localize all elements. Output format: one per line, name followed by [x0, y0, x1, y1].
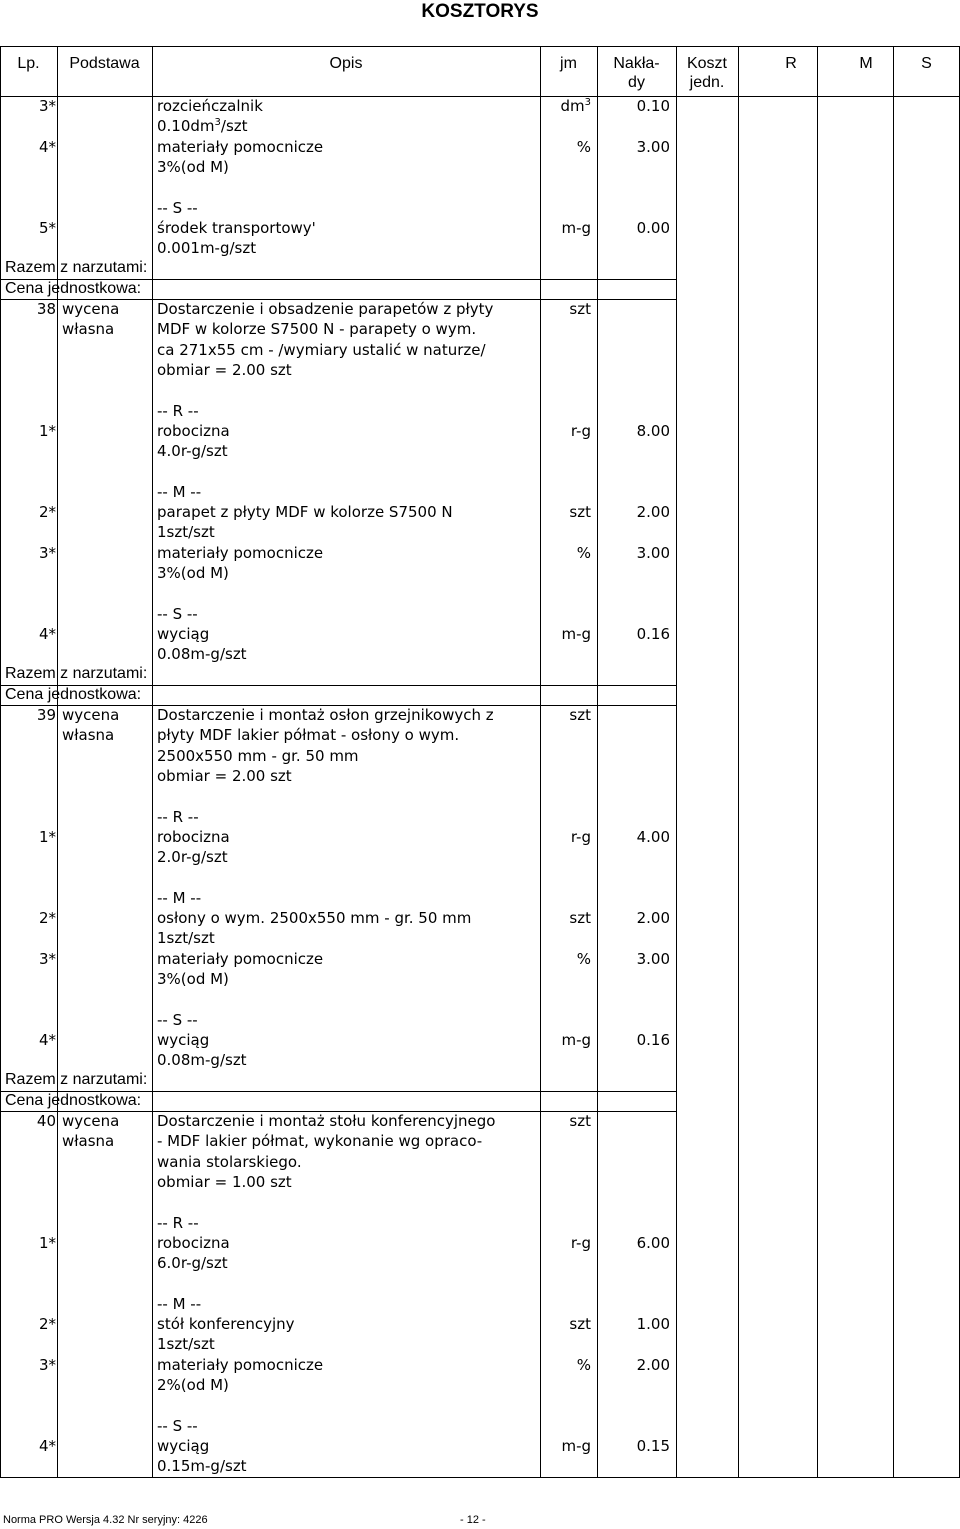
header-koszt — [676, 54, 738, 92]
row-opis: środek transportowy' — [157, 218, 316, 237]
row-quantity: 0.00 — [636, 218, 670, 237]
row-summary: Cena jednostkowa: — [5, 279, 142, 297]
row-opis: Dostarczenie i montaż stołu konferencyjnego — [157, 1112, 496, 1130]
row-opis: 2.0r-g/szt — [157, 848, 228, 867]
table-row — [0, 279, 960, 299]
row-quantity: 0.15 — [636, 1436, 670, 1455]
row-lp: 5* — [38, 218, 56, 237]
row-opis: 2500x550 mm - gr. 50 mm — [157, 746, 359, 765]
table-row — [0, 847, 960, 867]
row-opis: 4.0r-g/szt — [157, 442, 228, 461]
row-podstawa: wycena — [62, 1112, 120, 1130]
table-row — [0, 664, 960, 684]
row-lp: 39 — [36, 706, 56, 724]
row-opis: -- R -- — [157, 807, 199, 826]
row-opis: obmiar = 1.00 szt — [157, 1172, 292, 1191]
table-row — [0, 1111, 960, 1131]
table-row — [0, 644, 960, 664]
table-row — [0, 198, 960, 218]
table-row — [0, 969, 960, 989]
row-lp: 4* — [38, 1436, 56, 1455]
row-opis: 3%(od M) — [157, 563, 229, 582]
row-unit: r-g — [570, 827, 591, 846]
table-row — [0, 807, 960, 827]
row-opis: ca 271x55 cm - /wymiary ustalić w naturze/ — [157, 340, 486, 359]
row-opis: materiały pomocnicze — [157, 137, 324, 156]
table-row — [0, 949, 960, 969]
table-header — [0, 47, 960, 97]
table-bottom-border — [0, 1477, 960, 1478]
row-opis: - MDF lakier półmat, wykonanie wg opraco- — [157, 1132, 483, 1151]
row-unit: szt — [569, 300, 591, 318]
summary-row-line — [0, 299, 676, 300]
row-opis: -- S -- — [157, 1010, 198, 1029]
table-row — [0, 340, 960, 360]
table-row — [0, 746, 960, 766]
row-unit: szt — [569, 503, 591, 521]
row-unit: r-g — [570, 421, 591, 440]
table-row — [0, 116, 960, 136]
table-row — [0, 96, 960, 116]
row-unit: m-g — [561, 218, 591, 237]
table-row — [0, 522, 960, 542]
table-row — [0, 989, 960, 1009]
table-row — [0, 1334, 960, 1354]
row-lp: 3* — [38, 97, 56, 115]
table-row — [0, 705, 960, 725]
row-opis: 1szt/szt — [157, 523, 215, 542]
header-naklady — [597, 54, 676, 92]
row-opis: 0.08m-g/szt — [157, 645, 247, 664]
row-opis: 0.15m-g/szt — [157, 1457, 247, 1476]
row-lp: 2* — [38, 1315, 56, 1333]
header-naklady-line1: Nakła- — [613, 55, 660, 72]
row-opis: MDF w kolorze S7500 N - parapety o wym. — [157, 320, 477, 339]
row-opis: 1szt/szt — [157, 1335, 215, 1354]
header-podstawa: Podstawa — [69, 55, 140, 72]
row-lp: 4* — [38, 1030, 56, 1049]
row-opis: 3%(od M) — [157, 969, 229, 988]
row-opis: robocizna — [157, 1233, 230, 1252]
table-row — [0, 1314, 960, 1334]
table-row — [0, 766, 960, 786]
table-row — [0, 786, 960, 806]
row-summary: Razem z narzutami: — [5, 665, 148, 683]
row-podstawa: własna — [62, 320, 115, 339]
row-opis: rozcieńczalnik — [157, 97, 263, 115]
row-opis: osłony o wym. 2500x550 mm - gr. 50 mm — [157, 909, 472, 927]
row-quantity: 3.00 — [636, 543, 670, 562]
table-row — [0, 867, 960, 887]
row-quantity: 2.00 — [636, 1355, 670, 1374]
row-lp: 3* — [38, 1355, 56, 1374]
row-summary: Razem z narzutami: — [5, 1071, 148, 1089]
row-unit: m-g — [561, 624, 591, 643]
footer-page-number: - 12 - — [460, 1514, 486, 1526]
row-lp: 40 — [36, 1112, 56, 1130]
row-opis: 1szt/szt — [157, 929, 215, 948]
row-opis: obmiar = 2.00 szt — [157, 766, 292, 785]
header-opis: Opis — [329, 55, 363, 72]
row-opis: stół konferencyjny — [157, 1315, 295, 1333]
row-unit: szt — [569, 706, 591, 724]
table-row — [0, 604, 960, 624]
table-row — [0, 827, 960, 847]
row-quantity: 3.00 — [636, 949, 670, 968]
row-quantity: 2.00 — [636, 909, 670, 927]
row-summary: Cena jednostkowa: — [5, 685, 142, 703]
row-podstawa: własna — [62, 1132, 115, 1151]
table-row — [0, 380, 960, 400]
table-row — [0, 1416, 960, 1436]
row-unit: % — [576, 949, 591, 968]
row-opis: 2%(od M) — [157, 1375, 229, 1394]
table-row — [0, 725, 960, 745]
table-row — [0, 1070, 960, 1090]
table-row — [0, 401, 960, 421]
table-row — [0, 258, 960, 278]
table-row — [0, 543, 960, 563]
row-opis: Dostarczenie i montaż osłon grzejnikowych z — [157, 706, 494, 724]
header-koszt-line1: Koszt — [686, 55, 727, 72]
summary-row-line — [0, 685, 676, 686]
table-row — [0, 563, 960, 583]
table-row — [0, 238, 960, 258]
table-row — [0, 1273, 960, 1293]
row-opis: materiały pomocnicze — [157, 949, 324, 968]
table-row — [0, 1294, 960, 1314]
row-unit: szt — [569, 909, 591, 927]
row-opis: -- M -- — [157, 482, 202, 501]
row-opis: wyciąg — [157, 1030, 210, 1049]
document-title: KOSZTORYS — [421, 1, 539, 22]
table-row — [0, 137, 960, 157]
row-opis: -- R -- — [157, 401, 199, 420]
row-opis: robocizna — [157, 827, 230, 846]
table-row — [0, 1050, 960, 1070]
row-lp: 1* — [38, 421, 56, 440]
row-lp: 3* — [38, 543, 56, 562]
footer-software: Norma PRO Wersja 4.32 Nr seryjny: 4226 — [3, 1514, 208, 1526]
row-opis: -- S -- — [157, 604, 198, 623]
header-s: S — [921, 55, 932, 72]
row-summary: Razem z narzutami: — [5, 259, 148, 277]
table-row — [0, 1456, 960, 1476]
row-opis: płyty MDF lakier półmat - osłony o wym. — [157, 726, 460, 745]
row-opis: 3%(od M) — [157, 157, 229, 176]
row-podstawa: wycena — [62, 300, 120, 318]
row-opis: 6.0r-g/szt — [157, 1254, 228, 1273]
table-row — [0, 1172, 960, 1192]
row-lp: 1* — [38, 827, 56, 846]
row-quantity: 2.00 — [636, 503, 670, 521]
table-row — [0, 1253, 960, 1273]
row-opis: wyciąg — [157, 1436, 210, 1455]
row-opis: -- S -- — [157, 198, 198, 217]
summary-row-line — [0, 1091, 676, 1092]
table-row — [0, 360, 960, 380]
table-row — [0, 1091, 960, 1111]
row-quantity: 6.00 — [636, 1233, 670, 1252]
table-row — [0, 928, 960, 948]
table-row — [0, 1233, 960, 1253]
row-opis: materiały pomocnicze — [157, 1355, 324, 1374]
row-quantity: 0.16 — [636, 624, 670, 643]
table-row — [0, 1213, 960, 1233]
table-row — [0, 218, 960, 238]
row-opis: 0.001m-g/szt — [157, 239, 257, 258]
table-row — [0, 157, 960, 177]
header-naklady-line2: dy — [628, 74, 645, 91]
row-summary: Cena jednostkowa: — [5, 1091, 142, 1109]
row-lp: 2* — [38, 909, 56, 927]
row-opis: parapet z płyty MDF w kolorze S7500 N — [157, 503, 453, 521]
table-row — [0, 441, 960, 461]
table-row — [0, 1131, 960, 1151]
row-unit: m-g — [561, 1030, 591, 1049]
table-row — [0, 319, 960, 339]
row-opis: wania stolarskiego. — [157, 1152, 302, 1171]
row-quantity: 1.00 — [636, 1315, 670, 1333]
row-unit: r-g — [570, 1233, 591, 1252]
summary-row-line — [0, 279, 676, 280]
row-opis: -- M -- — [157, 1294, 202, 1313]
row-quantity: 0.10 — [636, 97, 670, 115]
row-opis: obmiar = 2.00 szt — [157, 360, 292, 379]
header-jm: jm — [560, 55, 577, 72]
row-opis: Dostarczenie i obsadzenie parapetów z płyty — [157, 300, 494, 318]
summary-row-line — [0, 705, 676, 706]
table-row — [0, 1192, 960, 1212]
row-opis: $0.10dm^3$/szt — [157, 117, 248, 136]
row-podstawa: wycena — [62, 706, 120, 724]
row-lp: 1* — [38, 1233, 56, 1252]
row-opis: -- M -- — [157, 888, 202, 907]
table-row — [0, 461, 960, 481]
table-row — [0, 1436, 960, 1456]
table-row — [0, 685, 960, 705]
row-unit: szt — [569, 1315, 591, 1333]
table-row — [0, 299, 960, 319]
row-quantity: 8.00 — [636, 421, 670, 440]
table-row — [0, 1355, 960, 1375]
row-quantity: 4.00 — [636, 827, 670, 846]
row-opis: robocizna — [157, 421, 230, 440]
row-unit: m-g — [561, 1436, 591, 1455]
row-unit: szt — [569, 1112, 591, 1130]
row-opis: -- R -- — [157, 1213, 199, 1232]
row-unit: $dm^3$ — [560, 97, 591, 115]
table-row — [0, 421, 960, 441]
row-lp: 4* — [38, 137, 56, 156]
table-row — [0, 908, 960, 928]
header-koszt-line2: jedn. — [689, 74, 725, 91]
row-opis: wyciąg — [157, 624, 210, 643]
table-row — [0, 502, 960, 522]
table-row — [0, 624, 960, 644]
table-row — [0, 888, 960, 908]
row-quantity: 3.00 — [636, 137, 670, 156]
table-row — [0, 1375, 960, 1395]
table-row — [0, 482, 960, 502]
row-opis: materiały pomocnicze — [157, 543, 324, 562]
table-row — [0, 1152, 960, 1172]
row-unit: % — [576, 1355, 591, 1374]
header-m: M — [859, 55, 873, 72]
row-quantity: 0.16 — [636, 1030, 670, 1049]
table-row — [0, 583, 960, 603]
row-lp: 3* — [38, 949, 56, 968]
table-row — [0, 177, 960, 197]
header-r: R — [785, 55, 797, 72]
header-lp: Lp. — [17, 55, 40, 72]
table-row — [0, 1395, 960, 1415]
table-row — [0, 1010, 960, 1030]
summary-row-line — [0, 1111, 676, 1112]
row-lp: 38 — [36, 300, 56, 318]
row-opis: -- S -- — [157, 1416, 198, 1435]
table-row — [0, 1030, 960, 1050]
row-lp: 2* — [38, 503, 56, 521]
row-unit: % — [576, 137, 591, 156]
row-opis: 0.08m-g/szt — [157, 1051, 247, 1070]
row-lp: 4* — [38, 624, 56, 643]
row-podstawa: własna — [62, 726, 115, 745]
row-unit: % — [576, 543, 591, 562]
